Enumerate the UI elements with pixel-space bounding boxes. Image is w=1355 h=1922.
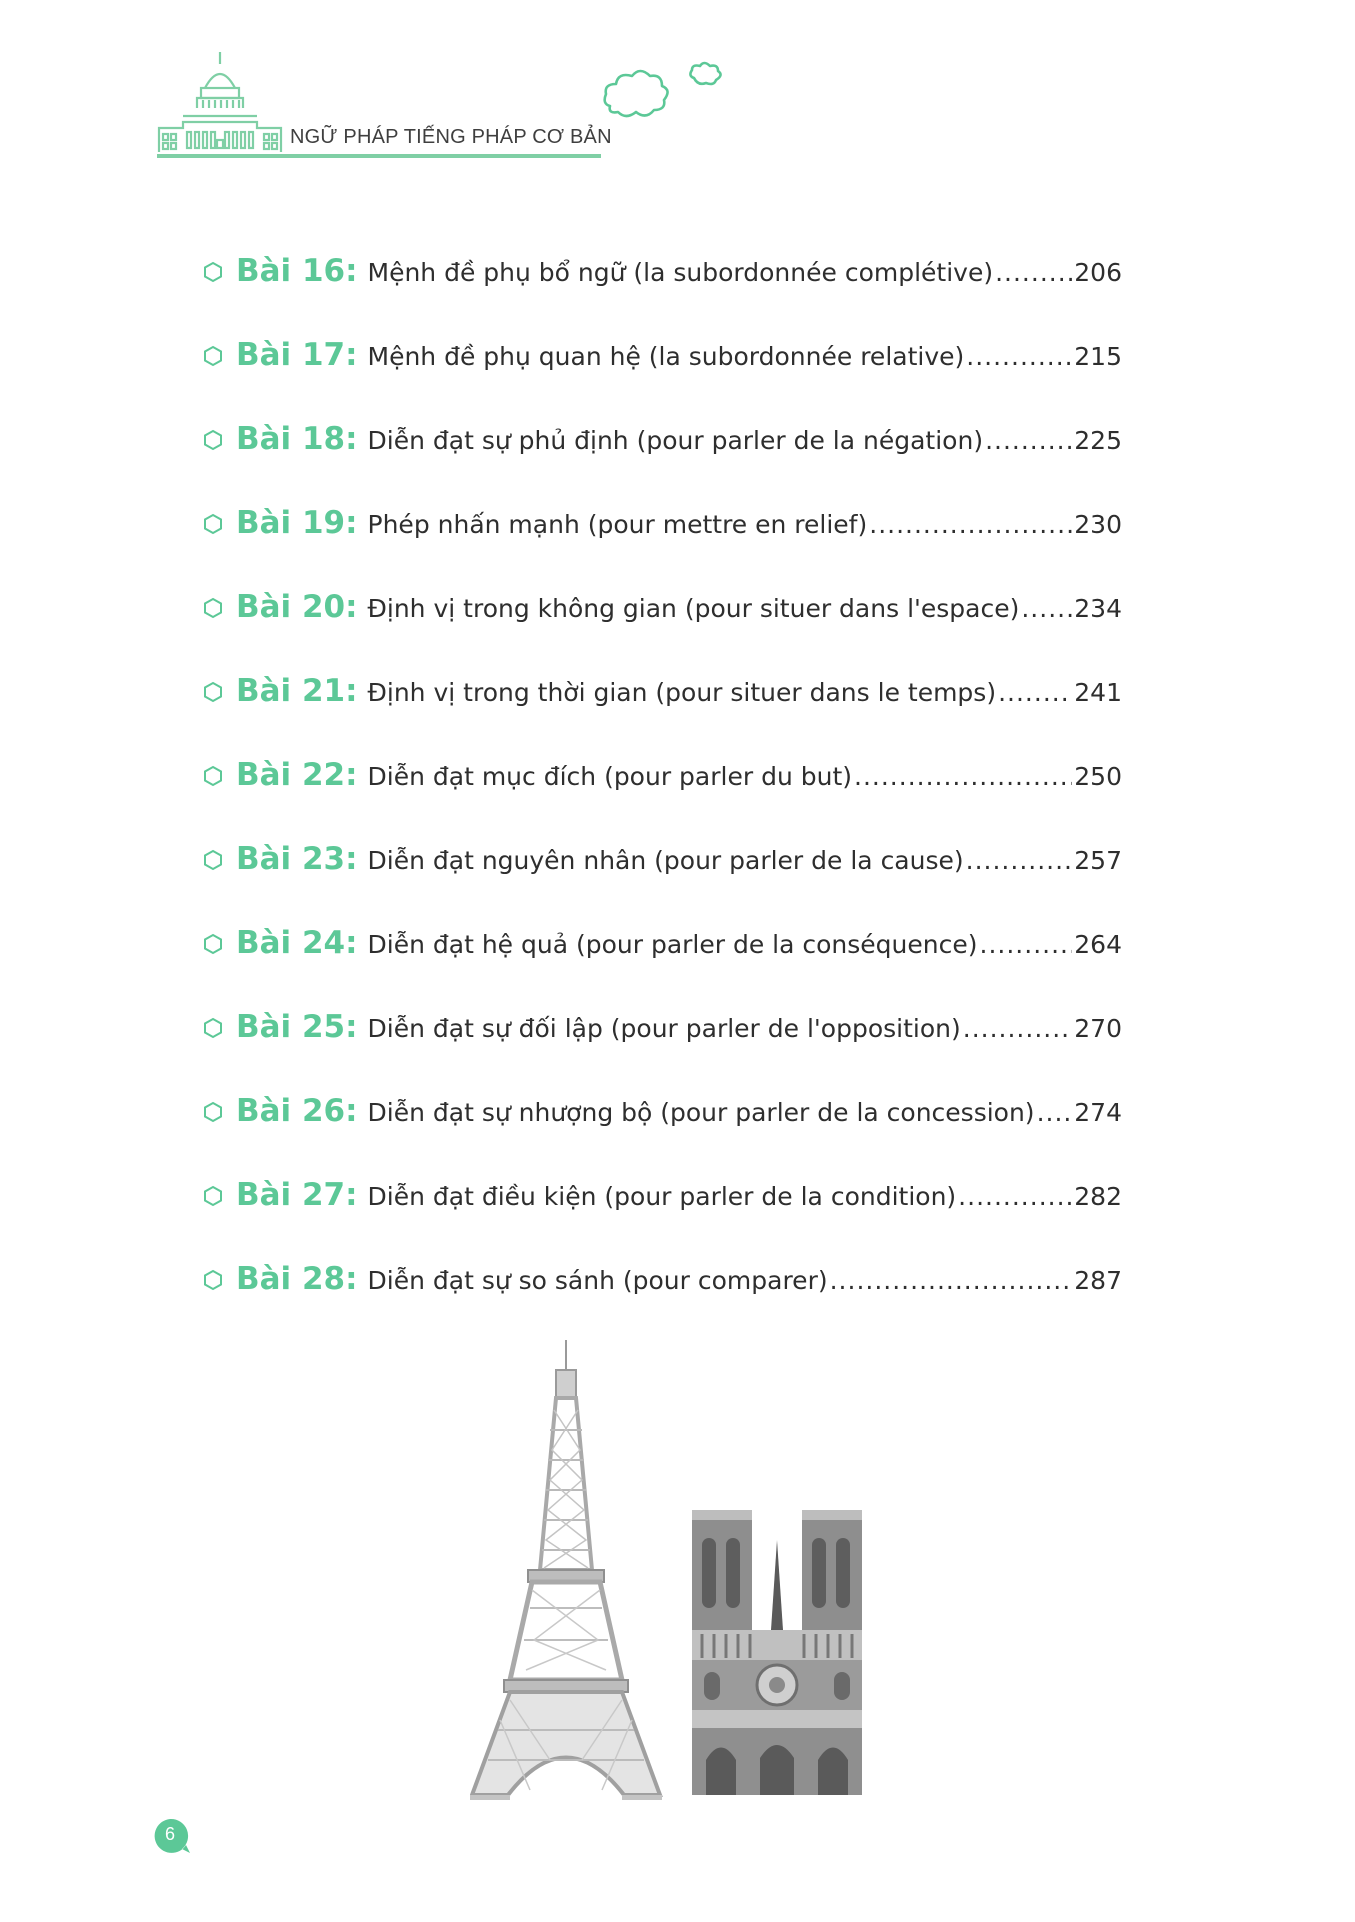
toc-entry — [202, 833, 1122, 883]
lesson-title: Diễn đạt nguyên nhân (pour parler de la cause) — [367, 846, 964, 875]
notre-dame-icon — [692, 1510, 862, 1795]
lesson-page-number: 215 — [1074, 342, 1122, 371]
lesson-page-number: 257 — [1074, 846, 1122, 875]
toc-entry — [202, 497, 1122, 547]
lesson-number: Bài 23: — [236, 841, 358, 877]
lesson-page-number: 274 — [1074, 1098, 1122, 1127]
toc-entry — [202, 245, 1122, 295]
lesson-title: Diễn đạt sự đối lập (pour parler de l'opposition) — [367, 1014, 961, 1043]
lesson-number: Bài 20: — [236, 589, 358, 625]
toc-entry — [202, 665, 1122, 715]
toc-entry — [202, 1169, 1122, 1219]
lesson-number: Bài 27: — [236, 1177, 358, 1213]
header-rule — [157, 154, 601, 158]
leader-dots — [1037, 1098, 1073, 1127]
lesson-title: Phép nhấn mạnh (pour mettre en relief) — [367, 510, 868, 539]
lesson-number: Bài 16: — [236, 253, 358, 289]
leader-dots — [963, 1014, 1073, 1043]
lesson-title: Mệnh đề phụ quan hệ (la subordonnée relative) — [367, 342, 965, 371]
toc-entry — [202, 917, 1122, 967]
lesson-title: Diễn đạt sự phủ định (pour parler de la négation) — [367, 426, 984, 455]
cloud-icon — [600, 58, 730, 128]
lesson-number: Bài 21: — [236, 673, 358, 709]
lesson-title: Diễn đạt sự so sánh (pour comparer) — [367, 1266, 828, 1295]
lesson-page-number: 287 — [1074, 1266, 1122, 1295]
page-number-badge — [152, 1817, 192, 1857]
eiffel-tower-icon — [470, 1340, 662, 1800]
leader-dots — [966, 846, 1073, 875]
leader-dots — [854, 762, 1072, 791]
toc-entry — [202, 1001, 1122, 1051]
toc-entry — [202, 1085, 1122, 1135]
lesson-number: Bài 17: — [236, 337, 358, 373]
leader-dots — [1021, 594, 1072, 623]
lesson-page-number: 230 — [1074, 510, 1122, 539]
leader-dots — [985, 426, 1072, 455]
paris-landmarks-illustration — [470, 1340, 890, 1800]
lesson-title: Định vị trong không gian (pour situer dans l'espace) — [367, 594, 1020, 623]
lesson-page-number: 206 — [1074, 258, 1122, 287]
lesson-page-number: 250 — [1074, 762, 1122, 791]
lesson-number: Bài 26: — [236, 1093, 358, 1129]
lesson-number: Bài 19: — [236, 505, 358, 541]
capitol-building-icon — [155, 50, 285, 160]
toc-entry — [202, 749, 1122, 799]
leader-dots — [966, 342, 1072, 371]
lesson-title: Diễn đạt mục đích (pour parler du but) — [367, 762, 853, 791]
lesson-number: Bài 22: — [236, 757, 358, 793]
book-title: NGỮ PHÁP TIẾNG PHÁP CƠ BẢN — [290, 126, 612, 148]
leader-dots — [869, 510, 1072, 539]
toc-entry — [202, 329, 1122, 379]
lesson-title: Diễn đạt hệ quả (pour parler de la conséquence) — [367, 930, 978, 959]
leader-dots — [958, 1182, 1072, 1211]
leader-dots — [995, 258, 1072, 287]
lesson-number: Bài 18: — [236, 421, 358, 457]
lesson-title: Mệnh đề phụ bổ ngữ (la subordonnée complétive) — [367, 258, 994, 287]
lesson-title: Định vị trong thời gian (pour situer dans le temps) — [367, 678, 997, 707]
leader-dots — [980, 930, 1073, 959]
lesson-page-number: 225 — [1074, 426, 1122, 455]
lesson-number: Bài 24: — [236, 925, 358, 961]
lesson-page-number: 270 — [1074, 1014, 1122, 1043]
lesson-title: Diễn đạt điều kiện (pour parler de la condition) — [367, 1182, 957, 1211]
leader-dots — [830, 1266, 1073, 1295]
lesson-page-number: 282 — [1074, 1182, 1122, 1211]
lesson-page-number: 264 — [1074, 930, 1122, 959]
lesson-title: Diễn đạt sự nhượng bộ (pour parler de la concession) — [367, 1098, 1035, 1127]
leader-dots — [998, 678, 1072, 707]
toc-entry — [202, 413, 1122, 463]
lesson-number: Bài 25: — [236, 1009, 358, 1045]
toc-entry — [202, 581, 1122, 631]
page-number: 6 — [164, 1824, 175, 1844]
toc-entry — [202, 1253, 1122, 1303]
page-header — [155, 50, 612, 160]
lesson-number: Bài 28: — [236, 1261, 358, 1297]
lesson-page-number: 234 — [1074, 594, 1122, 623]
lesson-page-number: 241 — [1074, 678, 1122, 707]
